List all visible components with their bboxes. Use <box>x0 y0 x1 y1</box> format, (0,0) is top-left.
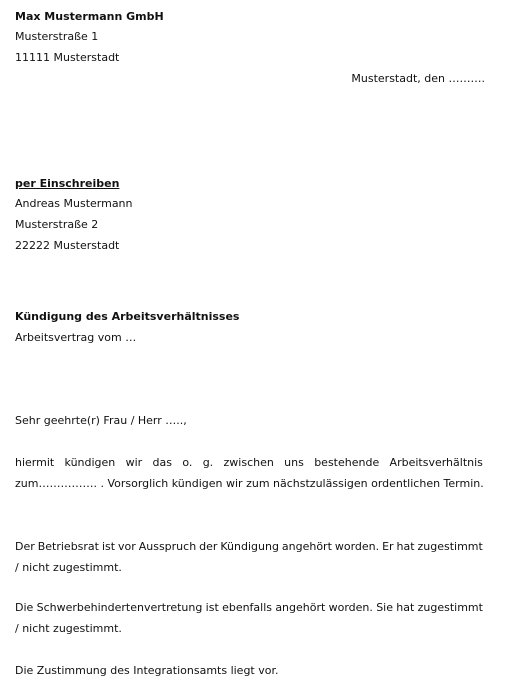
justified-word: Ausspruch <box>138 540 197 553</box>
justified-word: zugestimmt <box>417 540 483 553</box>
recipient-name: Andreas Mustermann <box>15 197 133 210</box>
justified-word: Schwerbehindertenvertretung <box>36 601 203 614</box>
justified-word: bestehende <box>314 456 380 469</box>
paragraph2-line2: / nicht zugestimmt. <box>15 561 122 574</box>
justified-word: ist <box>205 601 219 614</box>
sender-street: Musterstraße 1 <box>15 30 99 43</box>
paragraph2-line1 <box>15 540 483 554</box>
recipient-city: 22222 Musterstadt <box>15 239 120 252</box>
justified-word: zugestimmt <box>417 601 483 614</box>
delivery-method: per Einschreiben <box>15 177 120 190</box>
justified-word: kündigen <box>64 456 116 469</box>
justified-word: der <box>199 540 218 553</box>
place-date: Musterstadt, den ………. <box>351 72 485 85</box>
justified-word: zwischen <box>223 456 274 469</box>
justified-word: Arbeitsverhältnis <box>389 456 483 469</box>
justified-word: hiermit <box>15 456 55 469</box>
recipient-street: Musterstraße 2 <box>15 218 99 231</box>
paragraph4: Die Zustimmung des Integrationsamts liegt vor. <box>15 664 279 677</box>
justified-word: Er <box>382 540 394 553</box>
subject-line: Kündigung des Arbeitsverhältnisses <box>15 310 240 323</box>
justified-word: o. <box>182 456 193 469</box>
paragraph3-line1 <box>15 601 483 615</box>
justified-word: ist <box>101 540 116 553</box>
paragraph1-line2: zum……………. . Vorsorglich kündigen wir zum nächstzulässigen ordentlichen Termin. <box>15 477 484 490</box>
sender-city: 11111 Musterstadt <box>15 51 120 64</box>
justified-word: worden. <box>334 540 380 553</box>
justified-word: das <box>152 456 172 469</box>
paragraph1-line1 <box>15 456 483 470</box>
reference-line: Arbeitsvertrag vom … <box>15 331 137 344</box>
justified-word: hat <box>396 601 415 614</box>
justified-word: hat <box>396 540 415 553</box>
justified-word: Sie <box>376 601 393 614</box>
sender-name: Max Mustermann GmbH <box>15 10 164 23</box>
justified-word: angehört <box>281 540 332 553</box>
justified-word: Der <box>15 540 35 553</box>
salutation: Sehr geehrte(r) Frau / Herr ….., <box>15 414 187 427</box>
justified-word: Die <box>15 601 34 614</box>
justified-word: wir <box>125 456 143 469</box>
justified-word: Kündigung <box>220 540 279 553</box>
paragraph3-line2: / nicht zugestimmt. <box>15 622 122 635</box>
justified-word: worden. <box>328 601 373 614</box>
justified-word: Betriebsrat <box>37 540 99 553</box>
justified-word: angehört <box>275 601 326 614</box>
justified-word: vor <box>118 540 136 553</box>
justified-word: ebenfalls <box>222 601 273 614</box>
justified-word: g. <box>202 456 214 469</box>
justified-word: uns <box>284 456 304 469</box>
